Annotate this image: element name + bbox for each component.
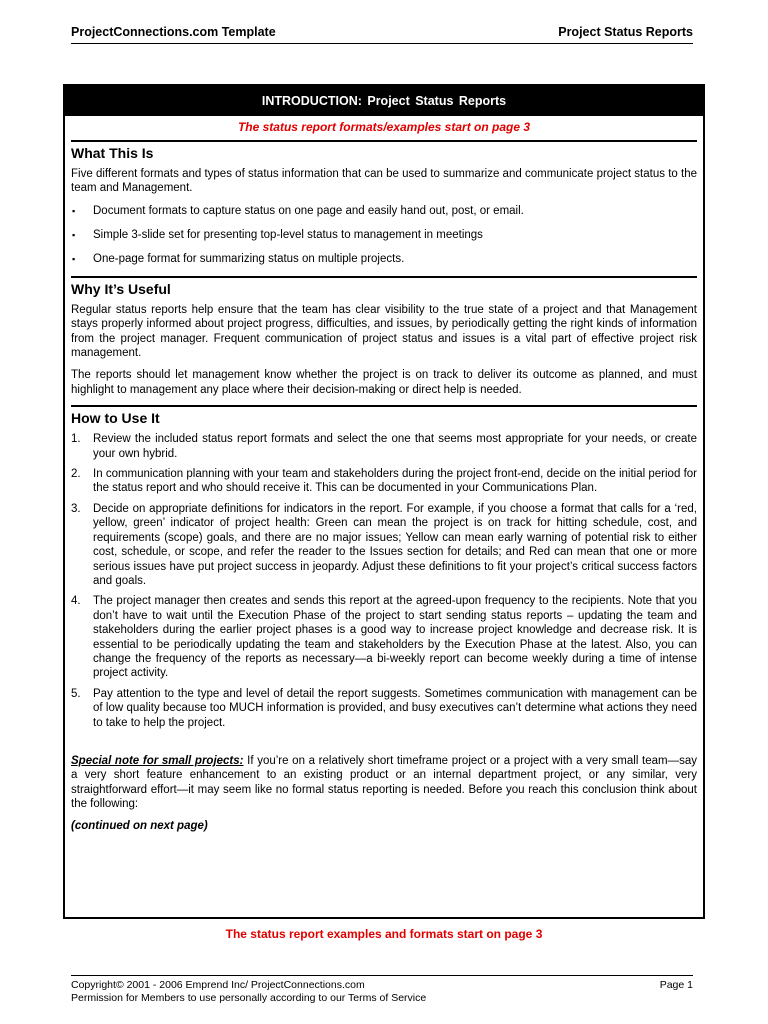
footer-divider (71, 975, 693, 976)
step-number: 1. (71, 433, 81, 446)
step-text: Decide on appropriate definitions for indicators in the report. For example, if you choose a format that calls for a ‘red, yellow, green’ indicator of project health: Green can mean the project is on track for hitting schedule, cost, and requirements (scope) goals, and there are no major issues; Yellow can mean early warning of potential risk to either cost, schedule, or scope, and refer the reader to the Issues section for details; and Red can mean that one or more serious issues have put project success in jeopardy. Adjust these definitions to fit your project’s critical success factors and goals. (93, 502, 697, 587)
below-box-note: The status report examples and formats start on page 3 (225, 927, 543, 941)
special-note-label: Special note for small projects: (71, 754, 244, 767)
what-intro: Five different formats and types of status information that can be used to summarize and communicate project status to the team and Management. (71, 168, 697, 195)
bullet-text: One-page format for summarizing status on multiple projects. (93, 252, 405, 265)
step-number: 5. (71, 687, 81, 700)
intro-box (63, 84, 705, 919)
how-section-title: How to Use It (71, 405, 697, 432)
why-paragraph-2: The reports should let management know whether the project is on track to deliver its outcome as planned, and must highlight to management any place where their decision-making or direct help is needed. (71, 369, 697, 396)
list-item (71, 252, 697, 266)
header-left: ProjectConnections.com Template (71, 25, 276, 39)
step-text: Pay attention to the type and level of detail the report suggests. Sometimes communication with management can be of low quality because too MUCH information is provided, and busy executives can’t determine what actions they need to take to help the project. (93, 687, 697, 729)
bullet-text: Document formats to capture status on one page and easily hand out, post, or email. (93, 204, 524, 217)
step-text: The project manager then creates and sends this report at the agreed-upon frequency to the recipients. Note that you don’t have to wait until the Execution Phase of the project to start sending status reports – updating the team and stakeholders during the earlier project phases is a good way to increase project knowledge and decrease risk. It is essential to be periodically updating the team and stakeholders by the Execution Phase at the latest. Also, you can change the frequency of the reports as necessary—a bi-weekly report can become weekly during a time of intense project activity. (93, 595, 697, 680)
special-note-text: If you’re on a relatively short timeframe project or a project with a very small team—say a very short feature enhancement to an existing product or an internal department project, or any similar, very straightforward effort—it may seem like no formal status reporting is needed. Before you reach this conclusion think about the following: (71, 754, 697, 811)
step-number: 4. (71, 595, 81, 608)
page-header (71, 25, 693, 42)
header-divider (71, 43, 693, 44)
special-note (71, 754, 697, 812)
step-text: In communication planning with your team and stakeholders during the project front-end, decide on the initial period for the status report and who should receive it. This can be documented in your Communications Plan. (93, 468, 697, 495)
bullet-icon: ▪ (72, 229, 76, 240)
footer-copyright: Copyright© 2001 - 2006 Emprend Inc/ ProjectConnections.com (71, 979, 365, 991)
step-number: 3. (71, 502, 81, 515)
box-title: INTRODUCTION: Project Status Reports (65, 86, 703, 116)
list-item (71, 228, 697, 242)
bullet-icon: ▪ (72, 205, 76, 216)
list-item (71, 467, 697, 496)
continued-note: (continued on next page) (71, 819, 208, 832)
footer-permission: Permission for Members to use personally according to our Terms of Service (71, 992, 427, 1004)
page-footer (71, 979, 693, 1005)
page-number: Page 1 (659, 979, 693, 991)
how-step-list (71, 432, 697, 730)
why-paragraph-1: Regular status reports help ensure that the team has clear visibility to the true state of a project and that Management stays properly informed about project progress, difficulties, and issues, by periodically getting the right kinds of information from the project manager. Frequent communication of project status and issues is a vital part of effective project risk management. (71, 303, 697, 360)
what-bullet-list (71, 204, 697, 266)
step-text: Review the included status report formats and select the one that seems most appropriate for your needs, or create your own hybrid. (93, 433, 697, 460)
list-item (71, 687, 697, 730)
list-item (71, 502, 697, 588)
why-section-title: Why It’s Useful (71, 276, 697, 303)
list-item (71, 204, 697, 218)
box-note: The status report formats/examples start on page 3 (237, 120, 531, 134)
step-number: 2. (71, 468, 81, 481)
header-right: Project Status Reports (558, 25, 693, 39)
list-item (71, 594, 697, 680)
bullet-text: Simple 3-slide set for presenting top-level status to management in meetings (93, 228, 483, 241)
list-item (71, 432, 697, 461)
bullet-icon: ▪ (72, 253, 76, 264)
what-section-title: What This Is (71, 140, 697, 167)
